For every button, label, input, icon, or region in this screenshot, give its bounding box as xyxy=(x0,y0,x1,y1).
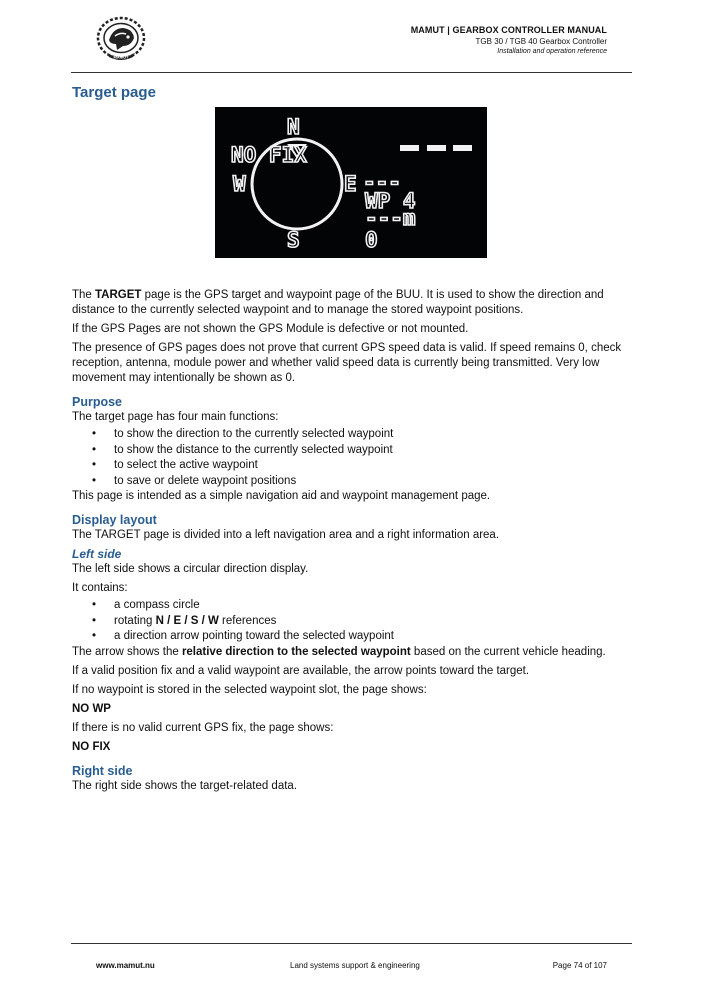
footer-website-link[interactable]: www.mamut.nu xyxy=(96,961,155,970)
purpose-heading: Purpose xyxy=(72,395,123,409)
target-waypoint-label: WP 4 xyxy=(365,189,416,213)
list-item: • to save or delete waypoint positions xyxy=(72,474,632,490)
left-side-p2: It contains: xyxy=(72,582,128,594)
no-waypoint-paragraph: If no waypoint is stored in the selected waypoint slot, the page shows: xyxy=(72,683,427,696)
valid-fix-paragraph: If a valid position fix and a valid waypoint are available, the arrow points toward the target. xyxy=(72,664,530,677)
compass-north-label: N xyxy=(287,115,300,139)
gps-module-note: If the GPS Pages are not shown the GPS Module is defective or not mounted. xyxy=(72,323,469,335)
intro-paragraph: The TARGET page is the GPS target and waypoint page of the BUU. It is used to show the direction and distance to the currently selected waypoint and to manage the stored waypoint positions. xyxy=(72,289,604,316)
target-keyword: TARGET xyxy=(95,289,142,301)
list-item: • to show the direction to the currently selected waypoint xyxy=(72,427,632,443)
no-fix-label: NO FIX xyxy=(72,740,111,753)
list-item: • a direction arrow pointing toward the selected waypoint xyxy=(72,629,632,645)
layout-intro: The TARGET page is divided into a left navigation area and a right information area. xyxy=(72,529,500,541)
header-subtitle: TGB 30 / TGB 40 Gearbox Controller xyxy=(475,37,607,46)
company-logo xyxy=(95,16,147,62)
compass-south-label: S xyxy=(287,228,300,252)
right-side-paragraph: The right side shows the target-related data. xyxy=(72,779,298,792)
header-subtitle-italic: Installation and operation reference xyxy=(497,48,607,55)
no-fix-paragraph: If there is no valid current GPS fix, the page shows: xyxy=(72,721,334,734)
target-line-1: --- xyxy=(363,170,401,194)
header-rule xyxy=(71,72,632,73)
list-item: • rotating N / E / S / W references xyxy=(72,614,632,630)
footer-page-number: Page 74 of 107 xyxy=(552,961,607,970)
compass-east-label: E xyxy=(344,172,357,196)
footer-rule xyxy=(71,943,632,944)
page-title: Target page xyxy=(72,84,156,101)
left-side-heading: Left side xyxy=(72,547,122,561)
top-dashes xyxy=(400,145,472,151)
speed-validity-note: The presence of GPS pages does not prove that current GPS speed data is valid. If speed remains 0, check reception, antenna, module power and whether valid speed data is currently being transmitted. Very low movement may intentionally be shown as 0. xyxy=(72,342,622,384)
left-side-p1: The left side shows a circular direction display. xyxy=(72,563,309,575)
no-wp-label: NO WP xyxy=(72,702,111,715)
purpose-intro: The target page has four main functions: xyxy=(72,411,279,423)
right-side-heading: Right side xyxy=(72,763,133,778)
header-title: MAMUT | GEARBOX CONTROLLER MANUAL xyxy=(410,25,607,35)
footer-tagline: Land systems support & engineering xyxy=(290,961,420,970)
target-value-label: 0 xyxy=(365,228,378,252)
list-item: • to select the active waypoint xyxy=(72,458,632,474)
arrow-paragraph: The arrow shows the relative direction to the selected waypoint based on the current vehicle heading. xyxy=(72,645,606,658)
left-side-list xyxy=(72,598,632,645)
display-layout-heading: Display layout xyxy=(72,513,157,527)
fix-status-label: NO FIX xyxy=(231,143,307,167)
purpose-list xyxy=(72,427,632,489)
logo-text: MAMUT xyxy=(113,54,129,60)
purpose-outro: This page is intended as a simple navigation aid and waypoint management page. xyxy=(72,490,491,502)
list-item: • to show the distance to the currently selected waypoint xyxy=(72,443,632,459)
compass-west-label: W xyxy=(233,172,246,196)
body-content xyxy=(72,288,632,798)
gps-target-display-photo xyxy=(215,107,487,258)
list-item: • a compass circle xyxy=(72,598,632,614)
target-distance-label: ---m xyxy=(365,206,416,230)
